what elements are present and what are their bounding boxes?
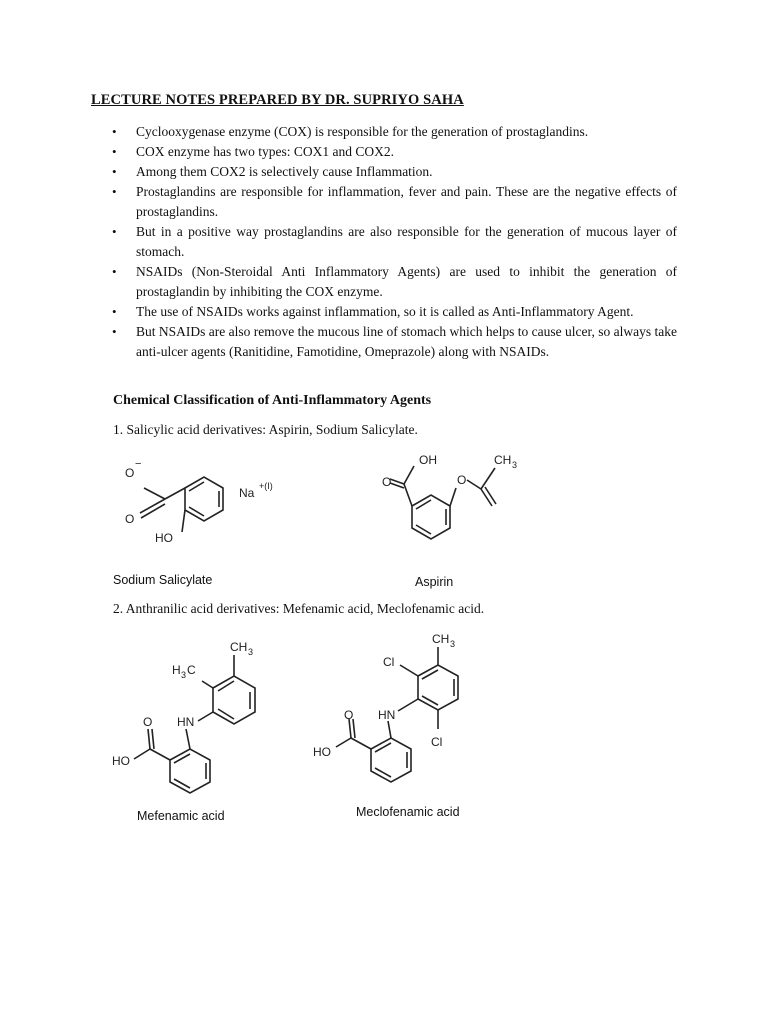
atom-label: 3	[248, 647, 254, 657]
bond-line	[416, 525, 431, 534]
bullet-text: NSAIDs (Non-Steroidal Anti Inflammatory Agents) are used to inhibit the generation of prostaglandin by inhibiting the COX enzyme.	[136, 264, 677, 299]
document-title: LECTURE NOTES PREPARED BY DR. SUPRIYO SAHA	[91, 92, 464, 108]
bond-line	[481, 489, 492, 506]
atom-label: 3	[512, 460, 518, 470]
atom-label: O	[125, 466, 135, 480]
bond-line	[202, 681, 213, 688]
bond-line	[213, 676, 255, 724]
section-heading: Chemical Classification of Anti-Inflammatory Agents	[113, 393, 432, 408]
list-item	[112, 122, 677, 142]
atom-label: HO	[112, 754, 130, 768]
bond-line	[189, 507, 204, 516]
bond-line	[388, 721, 391, 738]
structure-caption: Aspirin	[415, 575, 454, 589]
bond-line	[189, 482, 204, 491]
subsection-anthranilic: 2. Anthranilic acid derivatives: Mefenamic acid, Meclofenamic acid.	[113, 601, 485, 616]
atom-label: O	[344, 708, 354, 722]
bullet-text: Among them COX2 is selectively cause Inflammation.	[136, 164, 433, 179]
bullet-text: But NSAIDs are also remove the mucous line of stomach which helps to cause ulcer, so always take anti-ulcer agents (Ranitidine, Famotidine, Omeprazole) along with NSAIDs.	[136, 324, 677, 359]
bullet-text: The use of NSAIDs works against inflammation, so it is called as Anti-Inflammatory Agent.	[136, 304, 634, 319]
structure-caption: Sodium Salicylate	[113, 573, 213, 587]
atom-label: O	[382, 475, 392, 489]
atom-label: O	[143, 715, 153, 729]
bullet-icon: •	[112, 264, 117, 279]
bond-line	[165, 488, 185, 499]
bond-line	[152, 729, 154, 749]
bond-line	[422, 696, 438, 705]
atom-label: O	[457, 473, 467, 487]
bullet-text: COX enzyme has two types: COX1 and COX2.	[136, 144, 394, 159]
atom-label: C	[187, 663, 196, 677]
atom-label: 3	[450, 639, 456, 649]
bond-line	[450, 488, 456, 506]
atom-label: HN	[378, 708, 396, 722]
bullet-icon: •	[112, 144, 117, 159]
bond-line	[174, 779, 190, 788]
bond-line	[198, 712, 213, 721]
list-item	[112, 142, 677, 162]
bond-line	[150, 749, 170, 760]
bond-line	[336, 738, 351, 747]
atom-label: CH	[432, 632, 450, 646]
atom-label: −	[135, 458, 142, 470]
bullet-icon: •	[112, 124, 117, 139]
atom-label: HO	[313, 745, 331, 759]
bullet-list	[112, 122, 677, 362]
bond-line	[186, 729, 190, 749]
bond-line	[404, 484, 412, 506]
atom-label: Na	[239, 486, 255, 500]
list-item	[112, 302, 677, 322]
atom-label: CH	[230, 640, 248, 654]
bond-line	[174, 754, 190, 763]
bond-line	[416, 500, 431, 509]
bond-line	[398, 699, 418, 711]
bond-line	[375, 743, 391, 752]
bond-line	[170, 749, 210, 793]
bullet-icon: •	[112, 304, 117, 319]
bond-line	[134, 749, 150, 759]
sodium-salicylate-structure	[108, 455, 298, 555]
list-item	[112, 182, 677, 222]
atom-label: +(I)	[259, 481, 273, 491]
bullet-text: But in a positive way prostaglandins are also responsible for the generation of mucous layer of stomach.	[136, 224, 677, 259]
bond-line	[182, 510, 185, 532]
meclofenamic-acid-structure	[310, 625, 490, 800]
bullet-text: Cyclooxygenase enzyme (COX) is responsible for the generation of prostaglandins.	[136, 124, 589, 139]
atom-label: 3	[181, 670, 187, 680]
bond-line	[418, 665, 458, 710]
atom-label: HN	[177, 715, 195, 729]
bond-line	[485, 487, 496, 504]
atom-label: Cl	[383, 655, 395, 669]
bond-line	[467, 480, 481, 489]
bullet-text: Prostaglandins are responsible for inflammation, fever and pain. These are the negative effects of prostaglandins.	[136, 184, 677, 219]
bullet-icon: •	[112, 184, 117, 199]
structure-caption: Meclofenamic acid	[356, 805, 460, 819]
subsection-salicylic: 1. Salicylic acid derivatives: Aspirin, Sodium Salicylate.	[113, 422, 418, 437]
mefenamic-acid-structure	[110, 633, 275, 813]
list-item	[112, 262, 677, 302]
atom-label: O	[125, 512, 135, 526]
structure-caption: Mefenamic acid	[137, 809, 225, 823]
bullet-icon: •	[112, 224, 117, 239]
atom-label: HO	[155, 531, 173, 545]
atom-label: OH	[419, 453, 437, 467]
bond-line	[371, 738, 411, 782]
list-item	[112, 322, 677, 362]
bond-line	[148, 729, 150, 749]
bond-line	[481, 468, 495, 489]
bond-line	[185, 477, 223, 521]
bond-line	[412, 495, 450, 539]
bond-line	[404, 466, 414, 484]
atom-label: H	[172, 663, 181, 677]
bond-line	[422, 670, 438, 679]
aspirin-structure	[378, 448, 528, 558]
atom-label: CH	[494, 453, 512, 467]
bond-line	[375, 768, 391, 777]
bullet-icon: •	[112, 324, 117, 339]
bond-line	[218, 709, 234, 719]
bond-line	[400, 665, 418, 676]
bond-line	[351, 738, 371, 749]
list-item	[112, 222, 677, 262]
bond-line	[218, 681, 234, 691]
bond-line	[144, 488, 165, 499]
list-item	[112, 162, 677, 182]
bullet-icon: •	[112, 164, 117, 179]
atom-label: Cl	[431, 735, 443, 749]
